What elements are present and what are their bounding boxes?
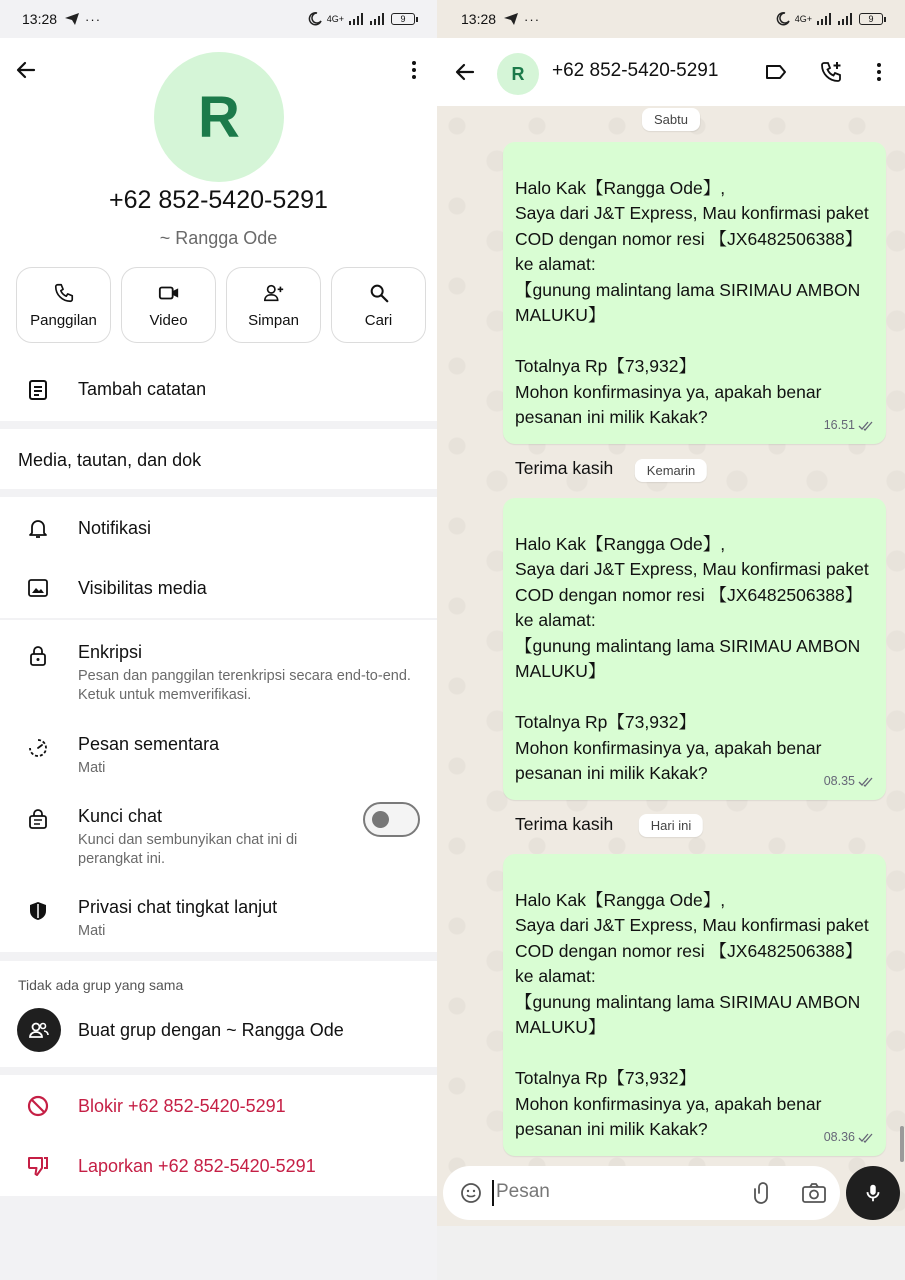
double-check-icon [858,776,874,787]
lock-icon [26,644,50,668]
message-bubble[interactable] [503,854,886,1156]
message-time: 16.51 [823,417,855,432]
phone-icon [53,282,75,304]
chat-lock-toggle[interactable] [363,802,420,837]
signal-icon [349,13,365,25]
add-person-icon [263,282,285,304]
battery-icon [391,13,415,25]
double-check-icon [858,1132,874,1143]
contact-avatar[interactable]: R [154,52,284,182]
more-notifications-icon: ··· [524,11,541,27]
report-row[interactable] [0,1154,437,1194]
contact-phone: +62 852-5420-5291 [109,186,328,214]
group-avatar [17,1008,61,1052]
encryption-title: Enkripsi [78,642,143,662]
status-bar [0,0,437,38]
notifications-label: Notifikasi [78,518,152,538]
message-text: Halo Kak【Rangga Ode】, Saya dari J&T Express, Mau konfirmasi paket COD dengan nomor resi 【JX6482506388】ke alamat: 【gunung malintang lama SIRIMAU AMBON MALUKU】 Totalnya Rp【73,932】 Mohon konfirmasinya ya, apakah benar pesanan ini milik Kakak? Terima kasih [515,177,869,478]
message-time: 08.36 [823,1129,855,1144]
add-call-icon[interactable] [819,60,843,84]
chat-lock-desc: Kunci dan sembunyikan chat ini di perangkat ini. [78,832,298,867]
add-note-row[interactable] [0,370,437,410]
create-group-label: Buat grup dengan ~ Rangga Ode [78,1020,344,1040]
video-label: Video [149,311,188,329]
telegram-icon [504,13,518,25]
message-meta [824,413,874,439]
report-label: Laporkan +62 852-5420-5291 [78,1156,316,1176]
date-chip: Kemarin [635,459,707,482]
advanced-privacy-title: Privasi chat tingkat lanjut [78,897,278,917]
search-icon [368,282,390,304]
video-button[interactable] [121,267,216,343]
no-common-groups-label: Tidak ada grup yang sama [18,977,184,993]
message-meta [824,1125,874,1151]
battery-level: 9 [400,14,406,24]
battery-icon [859,13,883,25]
chat-messages-area[interactable] [437,106,905,1226]
microphone-button[interactable] [846,1166,900,1220]
call-button[interactable] [16,267,111,343]
block-icon [26,1094,50,1118]
message-time: 08.35 [823,773,855,788]
chat-panel [437,0,905,1280]
message-meta [824,769,874,795]
call-label: Panggilan [30,311,97,329]
bell-icon [26,516,50,540]
message-text: Halo Kak【Rangga Ode】, Saya dari J&T Express, Mau konfirmasi paket COD dengan nomor resi 【JX6482506388】ke alamat: 【gunung malintang lama SIRIMAU AMBON MALUKU】 Totalnya Rp【73,932】 Mohon konfirmasinya ya, apakah benar pesanan ini milik Kakak? Terima kasih [515,533,869,834]
save-contact-button[interactable] [226,267,321,343]
telegram-icon [65,13,79,25]
moon-icon [308,12,322,26]
thumbs-down-icon [26,1154,50,1178]
chat-lock-title: Kunci chat [78,806,163,826]
back-arrow-icon[interactable] [453,60,477,84]
chat-header [437,38,905,106]
encryption-row[interactable] [0,640,437,710]
date-chip: Hari ini [639,814,703,837]
attachment-icon[interactable] [749,1181,773,1205]
microphone-icon [862,1182,884,1204]
network-type: 4G+ [794,14,812,24]
notifications-row[interactable] [0,510,437,550]
image-icon [26,576,50,600]
add-note-label: Tambah catatan [78,379,207,399]
group-icon [27,1018,51,1042]
timer-icon [26,736,50,760]
back-arrow-icon[interactable] [14,58,38,82]
message-text: Halo Kak【Rangga Ode】, Saya dari J&T Express, Mau konfirmasi paket COD dengan nomor resi 【JX6482506388】ke alamat: 【gunung malintang lama SIRIMAU AMBON MALUKU】 Totalnya Rp【73,932】 Mohon konfirmasinya ya, apakah benar pesanan ini milik Kakak? [515,889,869,1139]
toggle-knob [372,811,389,828]
date-chip: Sabtu [642,108,700,131]
shield-icon [26,899,50,923]
media-visibility-row[interactable] [0,570,437,610]
message-input-bar [443,1166,840,1220]
search-label: Cari [364,311,393,329]
camera-icon[interactable] [801,1181,827,1205]
contact-alias: ~ Rangga Ode [159,228,278,248]
double-check-icon [858,420,874,431]
create-group-row[interactable] [0,1008,437,1056]
status-time: 13:28 [461,11,497,27]
disappearing-title: Pesan sementara [78,734,220,754]
message-input[interactable]: Pesan [496,1181,550,1202]
advanced-privacy-row[interactable] [0,895,437,945]
media-visibility-label: Visibilitas media [78,578,207,598]
encryption-desc: Pesan dan panggilan terenkripsi secara end-to-end. Ketuk untuk memverifikasi. [78,668,411,703]
sticker-icon[interactable] [459,1181,483,1205]
more-options-icon[interactable] [867,60,891,84]
search-button[interactable] [331,267,426,343]
scrollbar-thumb[interactable] [900,1126,904,1162]
signal-icon-2 [838,13,854,25]
media-label: Media, tautan, dan dok [18,450,202,470]
chat-contact-name[interactable]: +62 852-5420-5291 [552,60,719,81]
disappearing-value: Mati [78,760,106,776]
text-caret [492,1180,494,1206]
note-icon [26,378,50,402]
more-options-icon[interactable] [402,58,426,82]
bottom-strip [437,1226,905,1280]
signal-icon-2 [370,13,386,25]
signal-icon [817,13,833,25]
moon-icon [776,12,790,26]
video-camera-icon [158,282,180,304]
status-bar-chat [437,0,905,38]
more-notifications-icon: ··· [85,11,102,27]
label-icon[interactable] [764,60,788,84]
status-time: 13:28 [22,11,58,27]
contact-info-panel [0,0,437,1280]
chat-avatar[interactable]: R [497,53,539,95]
block-label: Blokir +62 852-5420-5291 [78,1096,286,1116]
quick-actions [16,267,426,343]
advanced-privacy-value: Mati [78,923,106,939]
battery-level: 9 [868,14,874,24]
media-row[interactable] [0,429,437,489]
save-label: Simpan [248,311,299,329]
network-type: 4G+ [326,14,344,24]
chat-lock-icon [26,808,50,832]
disappearing-messages-row[interactable] [0,732,437,782]
block-row[interactable] [0,1094,437,1134]
